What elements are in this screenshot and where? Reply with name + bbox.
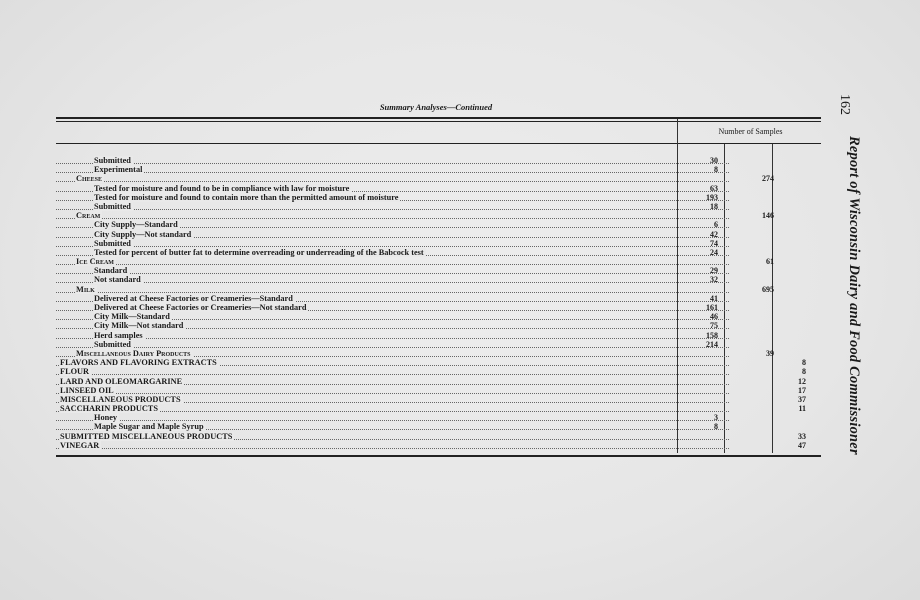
cell-c3: 33 (798, 431, 806, 441)
cell-c1: 46 (710, 312, 718, 322)
row-label: FLAVORS AND FLAVORING EXTRACTS (60, 358, 217, 368)
row-label: Miscellaneous Dairy Products (76, 348, 191, 358)
cell-c1: 158 (706, 330, 718, 340)
cell-c1: 32 (710, 275, 718, 285)
row-label: Tested for percent of butter fat to determine overreading or underreading of the Babcock test (94, 247, 424, 257)
row-label: SACCHARIN PRODUCTS (60, 404, 158, 414)
cell-c1: 6 (714, 220, 718, 230)
leader-dots (56, 412, 729, 421)
running-head: Report of Wisconsin Dairy and Food Commissioner (846, 136, 862, 455)
cell-c1: 214 (706, 339, 718, 349)
cell-c2: 274 (762, 174, 774, 184)
leader-dots (56, 385, 729, 394)
leader-dots (56, 164, 729, 173)
leader-dots (56, 284, 729, 293)
row-label: Submitted (94, 201, 131, 211)
row-label: LINSEED OIL (60, 385, 114, 395)
leader-dots (56, 210, 729, 219)
cell-c1: 18 (710, 201, 718, 211)
cell-c1: 24 (710, 247, 718, 257)
cell-c2: 61 (766, 257, 774, 267)
leader-dots (56, 155, 729, 164)
cell-c1: 8 (714, 422, 718, 432)
row-label: Experimental (94, 165, 143, 175)
header-underline (56, 143, 821, 144)
cell-c1: 161 (706, 303, 718, 312)
row-label: Submitted (94, 238, 131, 248)
row-label: Standard (94, 266, 128, 276)
leader-dots (56, 440, 729, 449)
cell-c3: 12 (798, 376, 806, 386)
table-title: Summary Analyses—Continued (379, 102, 493, 112)
cell-c3: 47 (798, 440, 806, 450)
cell-c3: 17 (798, 385, 806, 395)
cell-c3: 37 (798, 394, 806, 404)
row-label: Delivered at Cheese Factories or Creameries—Standard (94, 293, 293, 303)
cell-c2: 39 (766, 348, 774, 358)
row-label: Honey (94, 413, 118, 423)
cell-c1: 29 (710, 266, 718, 276)
row-label: Ice Cream (76, 257, 114, 267)
row-label: Cheese (76, 174, 103, 184)
leader-dots (56, 265, 729, 274)
row-label: MISCELLANEOUS PRODUCTS (60, 394, 181, 404)
row-label: Submitted (94, 156, 131, 165)
row-label: Not standard (94, 275, 141, 285)
cell-c1: 193 (706, 192, 718, 202)
leader-dots (56, 339, 729, 348)
row-label: City Milk—Standard (94, 312, 170, 322)
leader-dots (56, 201, 729, 210)
cell-c1: 75 (710, 321, 718, 331)
cell-c1: 8 (714, 165, 718, 175)
cell-c3: 11 (798, 404, 806, 414)
leader-dots (56, 366, 729, 375)
row-label: FLOUR (60, 367, 90, 377)
row-label: City Supply—Not standard (94, 229, 192, 239)
row-label: City Milk—Not standard (94, 321, 184, 331)
row-label: Maple Sugar and Maple Syrup (94, 422, 204, 432)
bottom-rule (56, 455, 821, 457)
row-label: Cream (76, 211, 101, 221)
cell-c3: 8 (802, 367, 806, 377)
cell-c1: 3 (714, 413, 718, 423)
row-label: City Supply—Standard (94, 220, 178, 230)
row-label: Delivered at Cheese Factories or Creameries—Not standard (94, 303, 307, 312)
leader-dots (56, 274, 729, 283)
cell-c2: 146 (762, 211, 774, 221)
table-row (56, 441, 826, 450)
column-header: Number of Samples (718, 127, 783, 136)
cell-c1: 74 (710, 238, 718, 248)
page-number: 162 (837, 94, 852, 115)
row-label: Tested for moisture and found to be in compliance with law for moisture (94, 183, 350, 193)
top-rule-thick (56, 117, 821, 119)
row-label: Herd samples (94, 330, 143, 340)
leader-dots (56, 330, 729, 339)
top-rule-thin (56, 121, 821, 122)
row-label: Submitted (94, 339, 131, 349)
cell-c1: 42 (710, 229, 718, 239)
leader-dots (56, 173, 729, 182)
cell-c3: 8 (802, 358, 806, 368)
cell-c1: 63 (710, 183, 718, 193)
row-label: LARD AND OLEOMARGARINE (60, 376, 183, 386)
row-label: SUBMITTED MISCELLANEOUS PRODUCTS (60, 431, 233, 441)
row-label: VINEGAR (60, 440, 100, 450)
row-label: Tested for moisture and found to contain more than the permitted amount of moisture (94, 192, 399, 202)
cell-c2: 695 (762, 284, 774, 294)
row-label: Milk (76, 284, 95, 294)
leader-dots (56, 256, 729, 265)
leader-dots (56, 238, 729, 247)
table-body (56, 156, 826, 450)
cell-c1: 30 (710, 156, 718, 165)
cell-c1: 41 (710, 293, 718, 303)
